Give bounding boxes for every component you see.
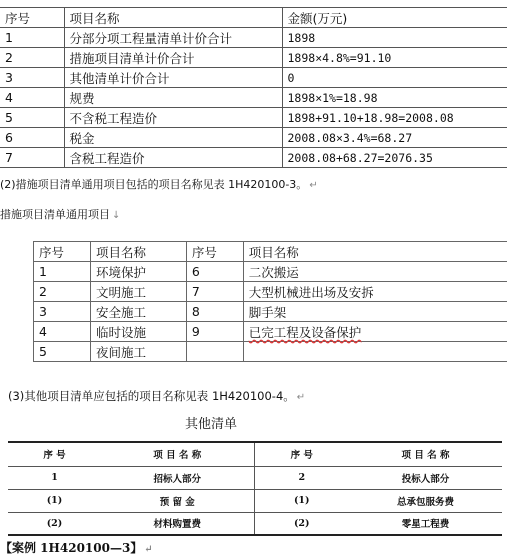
table-row: [0, 148, 507, 168]
table-cell: 投标人部分: [349, 466, 502, 489]
paragraph-mark-icon: ↵: [144, 544, 153, 555]
table-cell: 不含税工程造价: [64, 108, 282, 128]
header-cell: 金额(万元): [282, 8, 507, 28]
header-cell: 序号: [0, 8, 64, 28]
table-row: [34, 262, 507, 282]
measures-items-table: [33, 241, 507, 362]
table-cell: 9: [186, 322, 243, 342]
table-cell: 2008.08×3.4%=68.27: [282, 128, 507, 148]
table-cell: 规费: [64, 88, 282, 108]
table-row: [8, 489, 502, 512]
table-cell: [243, 322, 507, 342]
table-row: [0, 48, 507, 68]
table-cell: 1898×4.8%=91.10: [282, 48, 507, 68]
table-cell: 总承包服务费: [349, 489, 502, 512]
table-cell: (2): [254, 512, 349, 535]
table-cell: 6: [186, 262, 243, 282]
table-cell: 1: [0, 28, 64, 48]
table-cell: (1): [254, 489, 349, 512]
table-caption: 其他清单: [185, 417, 238, 432]
table-cell: [186, 342, 243, 362]
table-cell: 4: [0, 88, 64, 108]
table-cell: 2008.08+68.27=2076.35: [282, 148, 507, 168]
table-cell: 临时设施: [90, 322, 186, 342]
table-cell: 招标人部分: [101, 466, 254, 489]
table-cell: 5: [0, 108, 64, 128]
header-cell: 项目名称: [64, 8, 282, 28]
table-row: [0, 108, 507, 128]
table-cell: 预 留 金: [101, 489, 254, 512]
table-cell: 措施项目清单计价合计: [64, 48, 282, 68]
header-cell: 序号: [186, 242, 243, 262]
cost-summary-table: [0, 7, 507, 168]
table-cell: 5: [34, 342, 91, 362]
table-cell: 2: [0, 48, 64, 68]
case-heading: 【案例 1H420100—3】 ↵: [0, 541, 153, 555]
table-cell: 1898×1%=18.98: [282, 88, 507, 108]
table-cell: 环境保护: [90, 262, 186, 282]
table-cell: 6: [0, 128, 64, 148]
table-cell: 二次搬运: [243, 262, 507, 282]
table-cell: (2): [8, 512, 101, 535]
table-cell: 脚手架: [243, 302, 507, 322]
table-cell: 1898+91.10+18.98=2008.08: [282, 108, 507, 128]
table-cell: 2: [254, 466, 349, 489]
table-cell: (1): [8, 489, 101, 512]
table-cell: [243, 342, 507, 362]
table-row: [0, 88, 507, 108]
table-row: [0, 128, 507, 148]
table-header-row: [8, 442, 502, 466]
paragraph-measures-reference: (2)措施项目清单通用项目包括的项目名称见表 1H420100-3。 ↵: [0, 178, 318, 191]
header-cell: 序 号: [254, 442, 349, 466]
table-cell: 7: [186, 282, 243, 302]
table-cell: 2: [34, 282, 91, 302]
table-cell: 3: [0, 68, 64, 88]
table-row: [0, 68, 507, 88]
table-cell: 大型机械进出场及安拆: [243, 282, 507, 302]
table-cell: 其他清单计价合计: [64, 68, 282, 88]
table-cell: 夜间施工: [90, 342, 186, 362]
table-cell: 文明施工: [90, 282, 186, 302]
table-cell: 材料购置费: [101, 512, 254, 535]
table-cell: 3: [34, 302, 91, 322]
header-cell: 项 目 名 称: [349, 442, 502, 466]
table-cell: 零星工程费: [349, 512, 502, 535]
table-row: [34, 342, 507, 362]
table-row: [8, 466, 502, 489]
other-items-table: [8, 441, 502, 536]
table-cell: 7: [0, 148, 64, 168]
table-cell: 8: [186, 302, 243, 322]
table-row: [34, 322, 507, 342]
table-cell: 分部分项工程量清单计价合计: [64, 28, 282, 48]
paragraph-mark-icon: ↵: [296, 392, 306, 403]
table-cell: 1: [34, 262, 91, 282]
table-cell: 1: [8, 466, 101, 489]
spellcheck-flagged-text: 已完工程及设备保护: [248, 324, 362, 340]
paragraph-measures-title: 措施项目清单通用项目 ↓: [0, 208, 121, 221]
paragraph-other-items-reference: (3)其他项目清单应包括的项目名称见表 1H420100-4。 ↵: [8, 389, 306, 403]
table-row: [8, 512, 502, 535]
table-cell: 1898: [282, 28, 507, 48]
table-cell: 含税工程造价: [64, 148, 282, 168]
table-cell: 安全施工: [90, 302, 186, 322]
header-cell: 项目名称: [90, 242, 186, 262]
paragraph-mark-icon: ↵: [309, 180, 318, 191]
table-header-row: [34, 242, 507, 262]
cropped-text-remnant: [100, 226, 210, 232]
table-row: [34, 282, 507, 302]
table-row: [34, 302, 507, 322]
table-row: [0, 28, 507, 48]
table-cell: 0: [282, 68, 507, 88]
table-cell: 税金: [64, 128, 282, 148]
header-cell: 项目名称: [243, 242, 507, 262]
header-cell: 序号: [34, 242, 91, 262]
header-cell: 项 目 名 称: [101, 442, 254, 466]
table-cell: 4: [34, 322, 91, 342]
header-cell: 序 号: [8, 442, 101, 466]
table-header-row: [0, 8, 507, 28]
line-break-mark-icon: ↓: [112, 210, 121, 221]
